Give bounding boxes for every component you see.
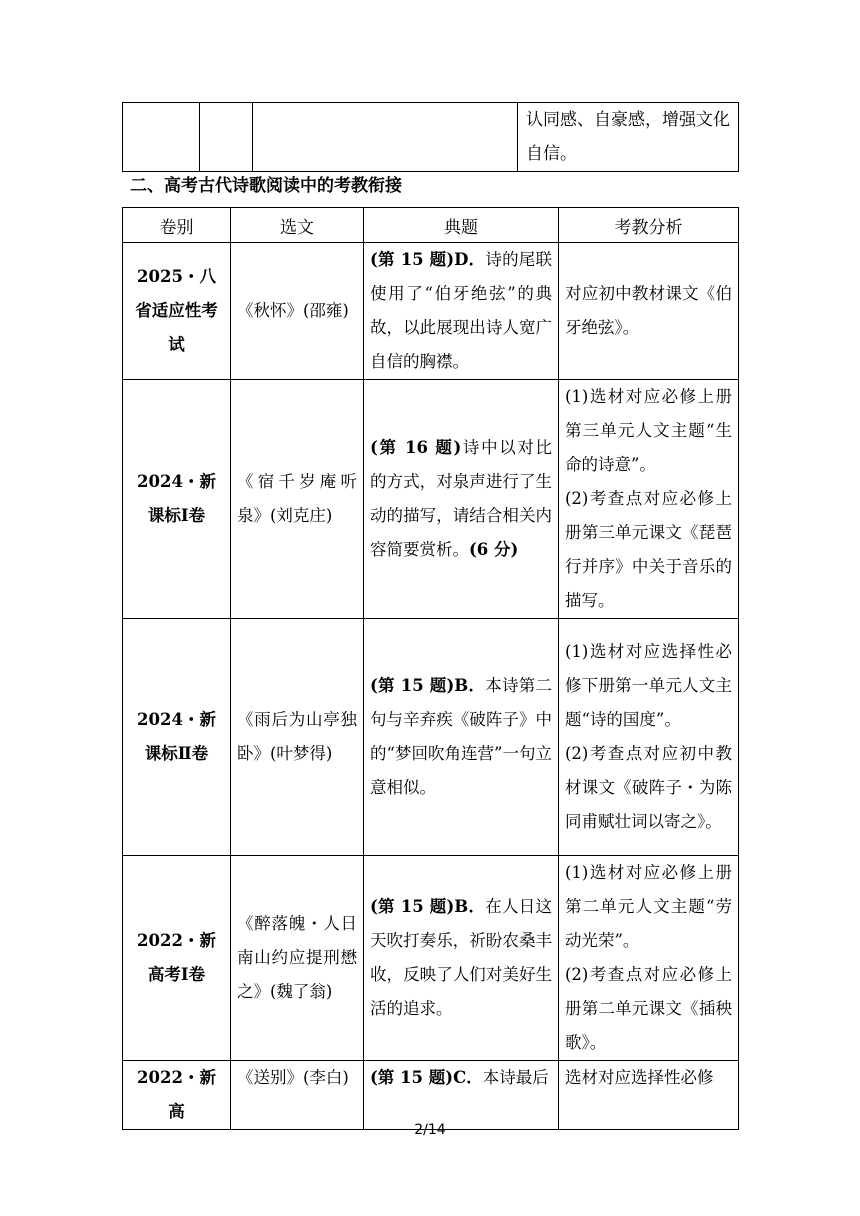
analysis-cell (559, 619, 739, 856)
continued-table (122, 102, 739, 172)
selected-text-cell: 《宿千岁庵听泉》(刘克庄) (231, 380, 364, 619)
question-body: 本诗最后 (482, 1068, 549, 1087)
typical-question-cell (364, 619, 559, 856)
column-header: 考教分析 (559, 208, 739, 243)
selected-text-cell: 《秋怀》(邵雍) (231, 243, 364, 380)
analysis-point: 对应初中教材课文《伯牙绝弦》。 (565, 284, 732, 337)
question-label: (第 15 题)C． (370, 1068, 483, 1087)
table-cell (123, 103, 200, 172)
paper-cell: 2022・新高考Ⅰ卷 (123, 856, 231, 1061)
typical-question-cell (364, 856, 559, 1061)
table-row (123, 619, 739, 856)
table-row (123, 856, 739, 1061)
analysis-point: (2)考查点对应必修上册第二单元课文《插秧歌》。 (565, 965, 732, 1052)
analysis-cell (559, 856, 739, 1061)
analysis-point: (1)选材对应必修上册第三单元人文主题“生命的诗意”。 (565, 387, 732, 474)
table-cell (253, 103, 518, 172)
exam-teaching-table (122, 207, 739, 1130)
section-heading: 二、高考古代诗歌阅读中的考教衔接 (130, 176, 402, 196)
selected-text-cell: 《雨后为山亭独卧》(叶梦得) (231, 619, 364, 856)
analysis-cell (559, 380, 739, 619)
analysis-text: 认同感、自豪感，增强文化自信。 (526, 110, 730, 164)
question-body: 本诗第二句与辛弃疾《破阵子》中的“梦回吹角连营”一句立意相似。 (370, 676, 552, 797)
selected-text-cell: 《醉落魄・人日南山约应提刑懋之》(魏了翁) (231, 856, 364, 1061)
paper-cell: 2025・八省适应性考试 (123, 243, 231, 380)
table-header-row (123, 208, 739, 243)
paper-cell: 2024・新课标Ⅰ卷 (123, 380, 231, 619)
column-header: 卷别 (123, 208, 231, 243)
table-row (123, 1061, 739, 1130)
question-label: (第 15 题)B． (370, 897, 486, 916)
table-row (123, 243, 739, 380)
typical-question-cell (364, 380, 559, 619)
table-row (123, 103, 739, 172)
page-number: 2/14 (414, 1122, 446, 1138)
analysis-point: (2)考查点对应必修上册第三单元课文《琵琶行并序》中关于音乐的描写。 (565, 489, 732, 610)
selected-text-cell: 《送别》(李白) (231, 1061, 364, 1130)
question-body: 诗的尾联使用了“伯牙绝弦”的典故，以此展现出诗人宽广自信的胸襟。 (370, 250, 553, 371)
paper-cell: 2022・新高 (123, 1061, 231, 1130)
analysis-point: (2)考查点对应初中教材课文《破阵子・为陈同甫赋壮词以寄之》。 (565, 744, 732, 831)
column-header: 选文 (231, 208, 364, 243)
question-body: 在人日这天吹打奏乐，祈盼农桑丰收，反映了人们对美好生活的追求。 (370, 897, 552, 1018)
typical-question-cell (364, 243, 559, 380)
question-label: (第 15 题)D． (370, 250, 486, 269)
question-label: (第 16 题) (370, 438, 462, 457)
table-cell (518, 103, 739, 172)
analysis-cell (559, 243, 739, 380)
analysis-point: (1)选材对应必修上册第二单元人文主题“劳动光荣”。 (565, 863, 732, 950)
analysis-point: (1)选材对应选择性必修下册第一单元人文主题“诗的国度”。 (565, 642, 732, 729)
table-cell (200, 103, 253, 172)
column-header: 典题 (364, 208, 559, 243)
typical-question-cell (364, 1061, 559, 1130)
table-row (123, 380, 739, 619)
question-body: 诗中以对比的方式，对泉声进行了生动的描写，请结合相关内容简要赏析。 (370, 438, 552, 559)
analysis-cell (559, 1061, 739, 1130)
analysis-point: 选材对应选择性必修 (565, 1068, 714, 1087)
question-label: (第 15 题)B． (370, 676, 486, 695)
paper-cell: 2024・新课标Ⅱ卷 (123, 619, 231, 856)
question-score: (6 分) (469, 540, 519, 559)
